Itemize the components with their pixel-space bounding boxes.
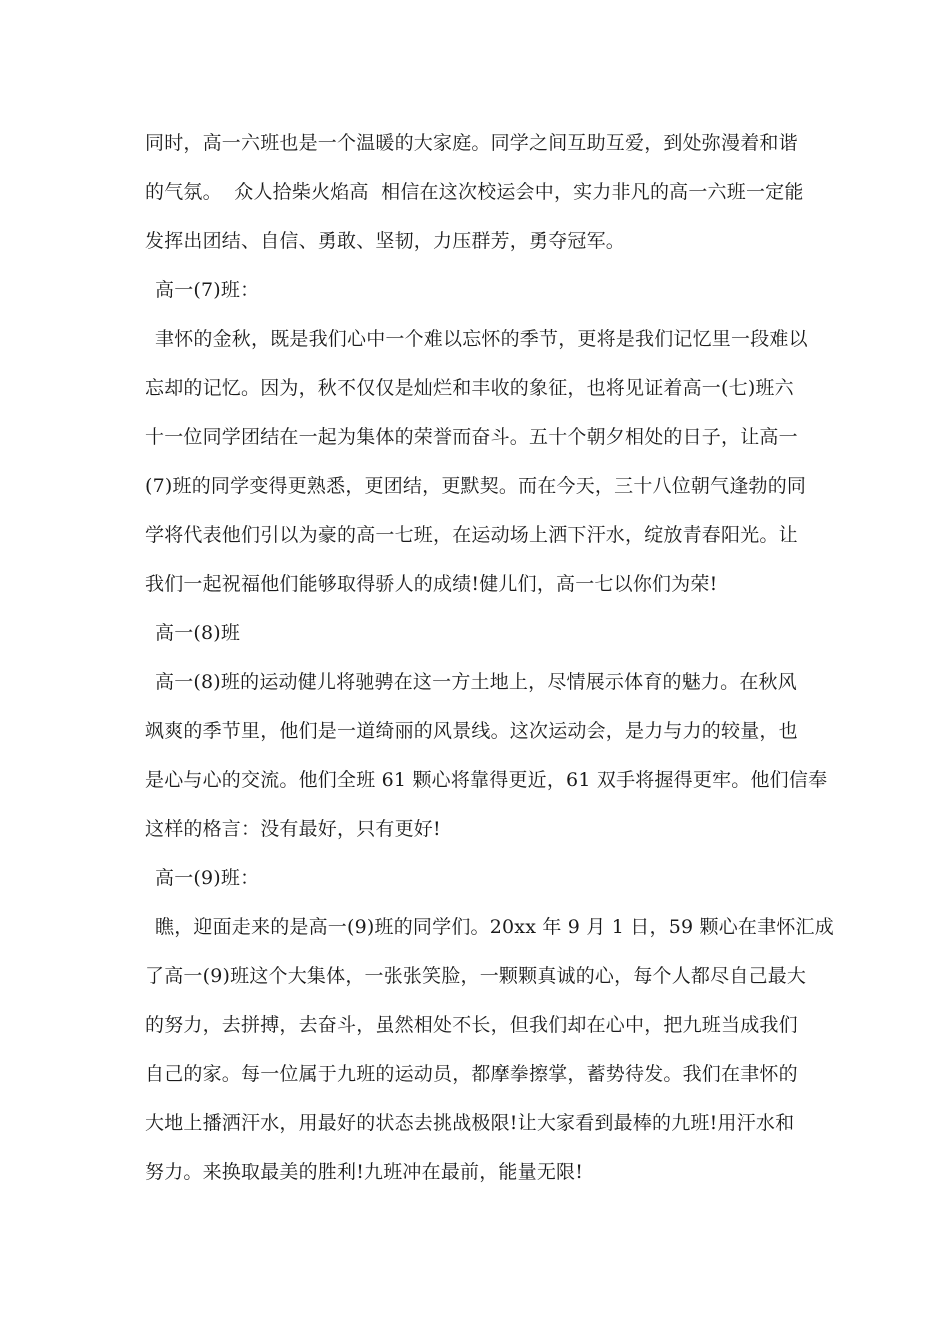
document-page [145,119,834,1197]
text-line: 发挥出团结、自信、勇敢、坚韧，力压群芳，勇夺冠军。 [145,230,626,252]
text-line: (7)班的同学变得更熟悉，更团结，更默契。而在今天，三十八位朝气逢勃的同 [145,475,807,497]
text-line: 这样的格言：没有最好，只有更好! [145,818,441,840]
text-line: 同时，高一六班也是一个温暖的大家庭。同学之间互助互爱，到处弥漫着和谐 [145,132,798,154]
section-heading-class-8: 高一(8)班 [155,622,241,644]
text-line: 是心与心的交流。他们全班 61 颗心将靠得更近，61 双手将握得更牢。他们信奉 [145,769,828,791]
text-line: 努力。来换取最美的胜利!九班冲在最前，能量无限! [145,1161,584,1183]
text-line: 我们一起祝福他们能够取得骄人的成绩!健儿们，高一七以你们为荣! [145,573,718,595]
text-line: 大地上播洒汗水，用最好的状态去挑战极限!让大家看到最棒的九班!用汗水和 [145,1112,795,1134]
text-line: 的努力，去拼搏，去奋斗，虽然相处不长，但我们却在心中，把九班当成我们 [145,1014,798,1036]
text-line: 自己的家。每一位属于九班的运动员，都摩拳擦掌，蓄势待发。我们在聿怀的 [145,1063,798,1085]
section-heading-class-9: 高一(9)班： [155,867,260,889]
section-heading-class-7: 高一(7)班： [155,279,260,301]
text-line: 十一位同学团结在一起为集体的荣誉而奋斗。五十个朝夕相处的日子，让高一 [145,426,798,448]
text-line: 学将代表他们引以为豪的高一七班，在运动场上洒下汗水，绽放青春阳光。让 [145,524,798,546]
text-line: 高一(8)班的运动健儿将驰骋在这一方土地上，尽情展示体育的魅力。在秋风 [155,671,797,693]
text-line: 了高一(9)班这个大集体，一张张笑脸，一颗颗真诚的心，每个人都尽自己最大 [145,965,807,987]
text-line: 瞧，迎面走来的是高一(9)班的同学们。20xx 年 9 月 1 日，59 颗心在聿怀汇成 [155,916,834,938]
text-line: 聿怀的金秋，既是我们心中一个难以忘怀的季节，更将是我们记忆里一段难以 [155,328,808,350]
text-line: 忘却的记忆。因为，秋不仅仅是灿烂和丰收的象征，也将见证着高一(七)班六 [145,377,794,399]
text-line: 飒爽的季节里，他们是一道绮丽的风景线。这次运动会，是力与力的较量，也 [145,720,798,742]
text-line: 的气氛。 众人拾柴火焰高 相信在这次校运会中，实力非凡的高一六班一定能 [145,181,804,203]
